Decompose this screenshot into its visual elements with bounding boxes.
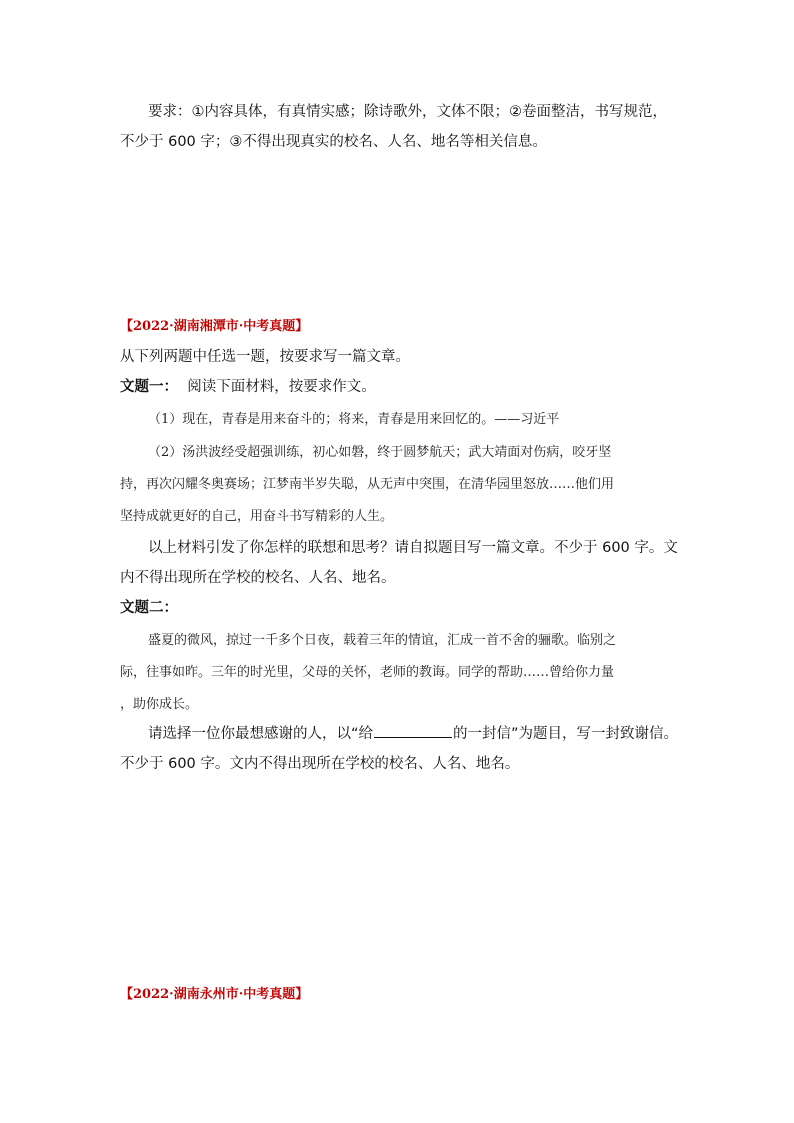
task2-prefix: 请选择一位你最想感谢的人，以“给 [148, 726, 374, 742]
section-heading-xiangtan: 【2022·湖南湘潭市·中考真题】 [120, 319, 309, 334]
topic2-line-1: 盛夏的微风，掠过一千多个日夜，载着三年的情谊，汇成一首不舍的骊歌。临别之 [148, 633, 617, 648]
task2-suffix: 的一封信”为题目，写一封致谢信。 [453, 726, 679, 742]
section-heading-yongzhou: 【2022·湖南永州市·中考真题】 [120, 987, 309, 1002]
material-2-line-1: （2）汤洪波经受超强训练，初心如磐，终于圆梦航天；武大靖面对伤病，咬牙坚 [148, 445, 612, 460]
topic2-line-2: 际，往事如昨。三年的时光里，父母的关怀，老师的教诲。同学的帮助……曾给你力量 [120, 665, 615, 680]
topic1-row [120, 377, 376, 397]
topic2-label: 文题二： [120, 600, 178, 616]
material-2-line-2: 持，再次闪耀冬奥赛场；江梦南半岁失聪，从无声中突围，在清华园里怒放……他们用 [120, 477, 615, 492]
intro-text: 从下列两题中任选一题，按要求写一篇文章。 [120, 349, 410, 365]
fill-in-blank [374, 723, 452, 738]
task1-line-2: 内不得出现所在学校的校名、人名、地名。 [120, 570, 396, 586]
task2-line-1 [148, 723, 678, 744]
material-1: （1）现在，青春是用来奋斗的；将来，青春是用来回忆的。——习近平 [148, 412, 560, 427]
requirement-line-1: 要求：①内容具体，有真情实感；除诗歌外，文体不限；②卷面整洁，书写规范， [148, 104, 667, 120]
topic1-label: 文题一： [120, 379, 178, 395]
topic2-line-3: ，助你成长。 [120, 697, 199, 712]
topic1-instruction: 阅读下面材料，按要求作文。 [178, 379, 376, 395]
task2-line-2: 不少于 600 字。文内不得出现所在学校的校名、人名、地名。 [120, 756, 520, 772]
task1-line-1: 以上材料引发了你怎样的联想和思考？请自拟题目写一篇文章。不少于 600 字。文 [148, 540, 678, 556]
requirement-line-2: 不少于 600 字；③不得出现真实的校名、人名、地名等相关信息。 [120, 134, 547, 150]
material-2-line-3: 坚持成就更好的自己，用奋斗书写精彩的人生。 [120, 509, 394, 524]
